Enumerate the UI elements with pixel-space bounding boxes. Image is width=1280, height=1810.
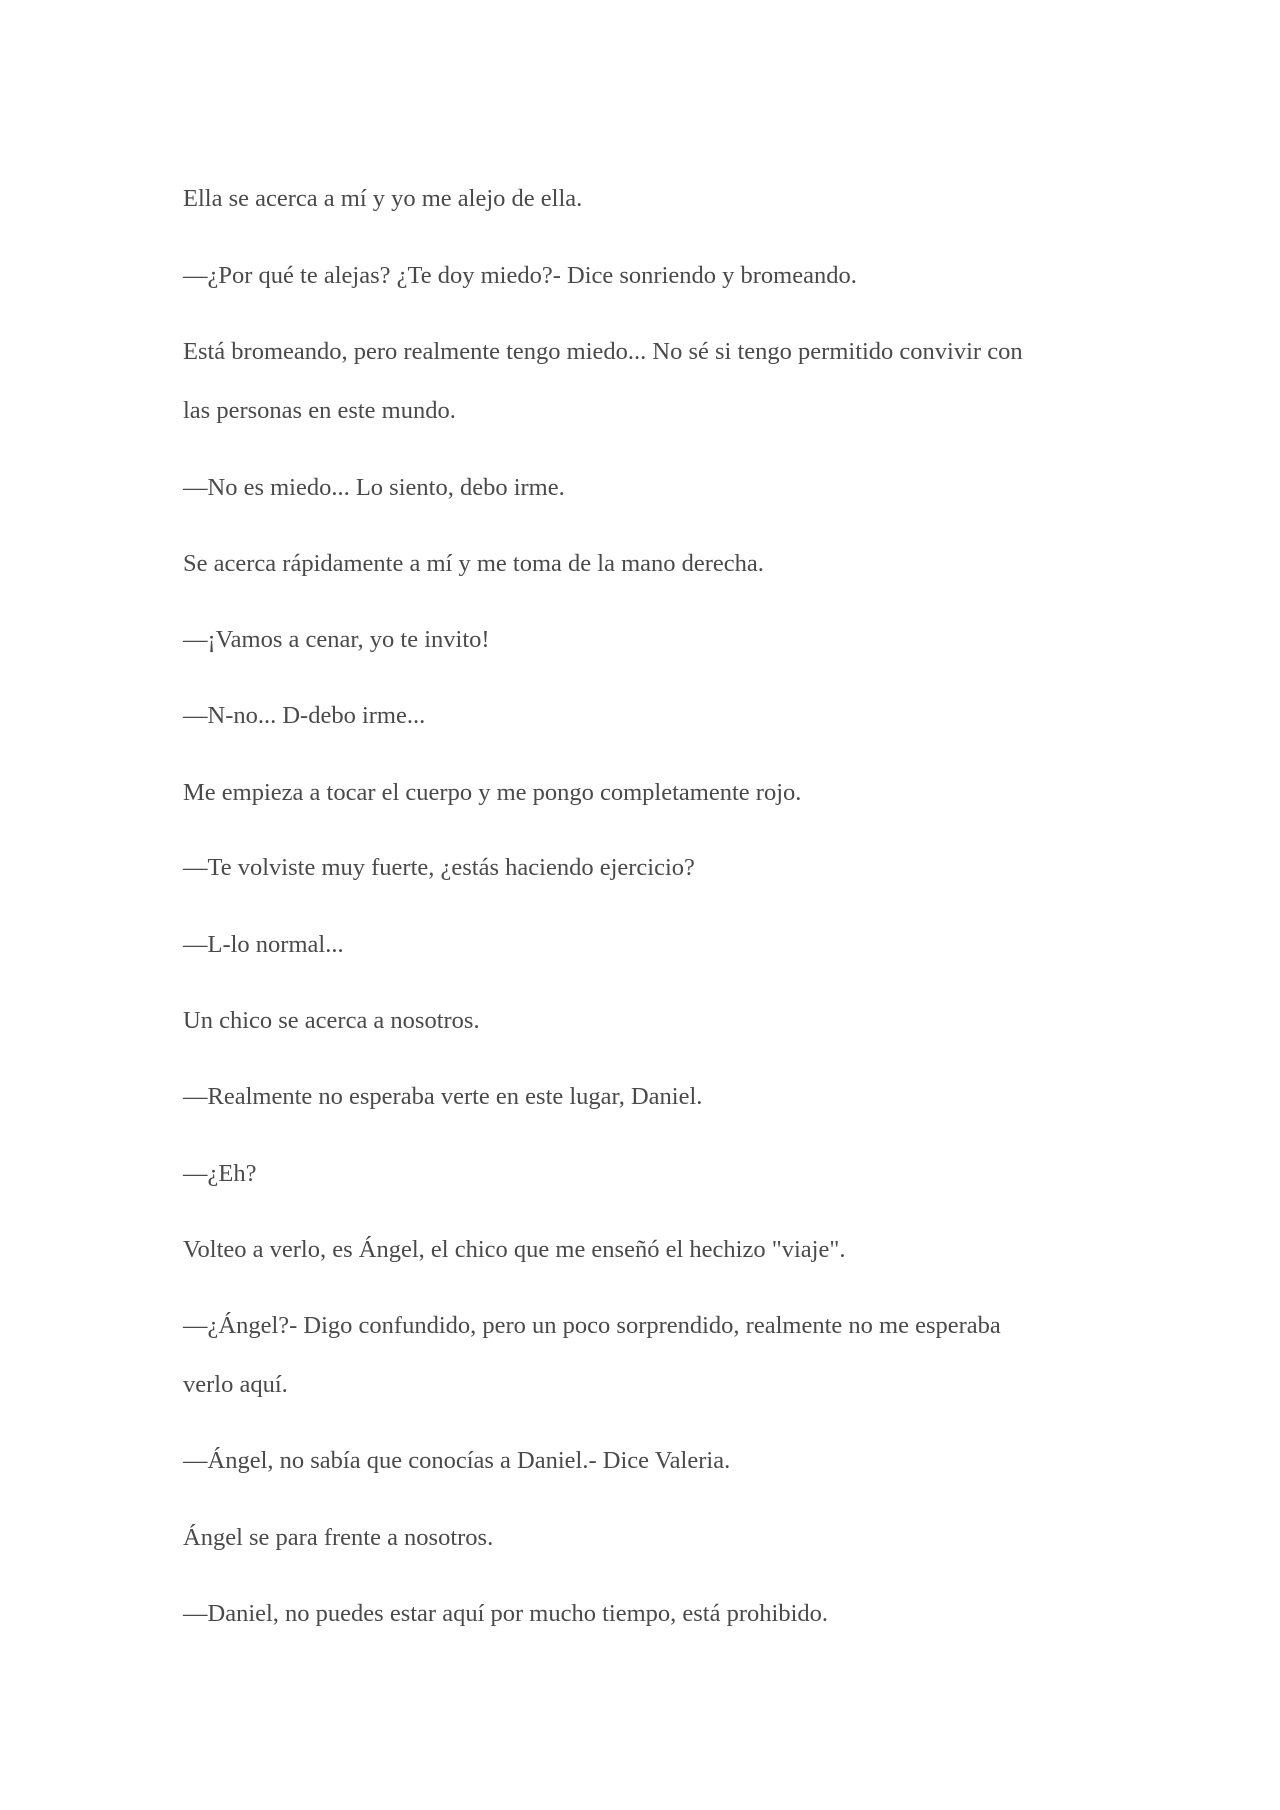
text-line: —N-no... D-debo irme...: [183, 702, 426, 729]
text-line: —¿Por qué te alejas? ¿Te doy miedo?- Dice sonriendo y bromeando.: [183, 262, 857, 289]
text-line: Un chico se acerca a nosotros.: [183, 1007, 480, 1034]
text-line: —L-lo normal...: [183, 931, 344, 958]
text-line: Ángel se para frente a nosotros.: [183, 1524, 494, 1551]
text-line: —Realmente no esperaba verte en este lugar, Daniel.: [183, 1083, 703, 1110]
text-line: —Te volviste muy fuerte, ¿estás haciendo ejercicio?: [183, 854, 695, 881]
text-line: Está bromeando, pero realmente tengo miedo... No sé si tengo permitido convivir con: [183, 338, 1023, 365]
text-line: —¿Eh?: [183, 1160, 257, 1187]
text-line: —¡Vamos a cenar, yo te invito!: [183, 626, 490, 653]
text-line: Me empieza a tocar el cuerpo y me pongo completamente rojo.: [183, 779, 802, 806]
text-line: —Ángel, no sabía que conocías a Daniel.- Dice Valeria.: [183, 1447, 731, 1474]
text-line: las personas en este mundo.: [183, 397, 456, 424]
text-line: Se acerca rápidamente a mí y me toma de la mano derecha.: [183, 550, 764, 577]
text-line: —No es miedo... Lo siento, debo irme.: [183, 474, 565, 501]
text-line: —¿Ángel?- Digo confundido, pero un poco sorprendido, realmente no me esperaba: [183, 1312, 1001, 1339]
text-line: —Daniel, no puedes estar aquí por mucho tiempo, está prohibido.: [183, 1600, 829, 1627]
text-line: Volteo a verlo, es Ángel, el chico que me enseñó el hechizo "viaje".: [183, 1236, 846, 1263]
text-line: verlo aquí.: [183, 1371, 288, 1398]
text-line: Ella se acerca a mí y yo me alejo de ella.: [183, 185, 583, 212]
